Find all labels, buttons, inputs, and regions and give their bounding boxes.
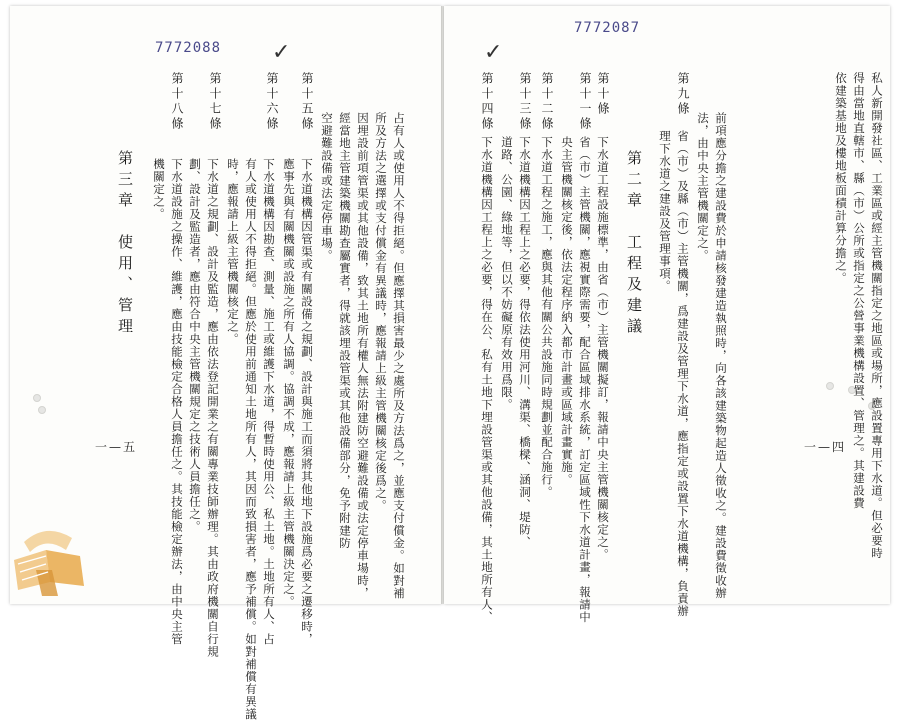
check-mark: ✓ [484, 40, 503, 65]
book-logo-icon [6, 520, 96, 598]
chapter-heading: 第三章 使用、管理 [116, 150, 134, 339]
article-line: 道路、公園、綠地等，但以不妨礙原有效用爲限。 [500, 136, 514, 411]
article-line: 機關定之。 [152, 158, 166, 221]
left-page-number: 一—五 [95, 440, 138, 454]
article-line: 省（市）主管機關，應視實際需要，配合區域排水系統，訂定區域性下水道計畫，報請中 [578, 136, 592, 624]
intro-line: 法，由中央主管機關定之。 [696, 112, 710, 262]
article-line: 省（市）及縣（市）主管機關，爲建設及管理下水道，應指定或設置下水道機構，負責辦 [676, 130, 690, 618]
article-line: 應事先與有關機關或設施之所有人協調。協調不成，應報請上級主管機關決定之。 [282, 158, 296, 608]
article-number: 第十七條 [208, 72, 222, 132]
article-number: 第十一條 [578, 72, 592, 132]
right-page-number: 一—四 [804, 440, 847, 454]
article-line: 下水道工程設施標準，由省（市）主管機關擬訂，報請中央主管機關核定之。 [596, 136, 610, 561]
article-number: 第十六條 [265, 72, 279, 132]
binder-hole [33, 394, 41, 402]
article-number: 第十五條 [300, 72, 314, 132]
article-line: 有人或使用人不得拒絕。但應於使用前通知土地所有人，其因而致損害者，應予補償。如對補償有異議 [244, 158, 258, 721]
article-line: 劃、設計及監造者，應由符合中央主管機關規定之技術人員擔任之。 [188, 158, 202, 533]
chapter-heading: 第二章 工程及建議 [625, 150, 643, 339]
binder-hole [38, 406, 46, 414]
article-number: 第十三條 [518, 72, 532, 132]
article-line: 下水道機構因管渠或有關設備之規劃、設計與施工而須將其他地下設施爲必要之遷移時， [300, 158, 314, 646]
article-line: 占有人或使用人不得拒絕。但應擇其損害最少之處所及方法爲之，並應支付償金。如對補 [392, 112, 406, 600]
article-line: 所及方法之選擇或支付償金有異議時，應報請上級主管機關核定後爲之。 [374, 112, 388, 512]
article-number: 第十四條 [480, 72, 494, 132]
article-line: 下水道機構因工程上之必要，得在公、私有土地下埋設管渠或其他設備，其土地所有人、 [480, 136, 494, 624]
article-line: 下水道工程之施工，應與其他有關公共設施同時規劃並配合施行。 [540, 136, 554, 499]
article-line: 下水道之規劃、設計及監造，應由依法登記開業之有關專業技師辦理。其由政府機關自行規 [206, 158, 220, 658]
article-line: 因埋設前項管渠或其他設備，致其土地所有權人無法附建防空避難設備或法定停車場時， [356, 112, 370, 600]
intro-line: 依建築基地及樓地板面積計算分擔之。 [834, 72, 848, 285]
article-line: 央主管機關核定後，依法定程序納入都市計畫或區域計畫實施。 [560, 136, 574, 486]
intro-line: 前項應分擔之建設費於申請核發建造執照時，向各該建築物起造人徵收之。建設費徵收辦 [714, 112, 728, 600]
article-line: 下水道機構因工程上之必要，得依法使用河川、溝渠、橋樑、涵洞、堤防、 [518, 136, 532, 549]
intro-line: 私人新開發社區、工業區或經主管機關指定之地區或場所，應設置專用下水道。但必要時 [870, 72, 884, 560]
article-line: 下水道機構因勘查、測量、施工或維護下水道，得暫時使用公、私土地。土地所有人、占 [262, 158, 276, 646]
article-number: 第十條 [596, 72, 610, 117]
article-number: 第十二條 [540, 72, 554, 132]
binder-hole [826, 382, 834, 390]
article-number: 第十八條 [170, 72, 184, 132]
article-line: 空避難設備或法定停車場。 [320, 112, 334, 262]
right-doc-number: 7772087 [574, 20, 641, 36]
article-number: 第九條 [676, 72, 690, 117]
check-mark: ✓ [272, 40, 291, 65]
intro-line: 得由當地直轄市、縣（市）公所或指定之公營事業機構設置、管理之。其建設費 [852, 72, 866, 510]
article-line: 理下水道之建設及管理事項。 [658, 130, 672, 293]
left-doc-number: 7772088 [155, 40, 222, 56]
article-line: 經當地主管建築機關勘查屬實者，得就該埋設管渠或其他設備部分，免予附建防 [338, 112, 352, 550]
article-line: 下水道設施之操作、維護，應由技能檢定合格人員擔任之。其技能檢定辦法，由中央主管 [170, 158, 184, 646]
article-line: 時，應報請上級主管機關核定之。 [226, 158, 240, 346]
